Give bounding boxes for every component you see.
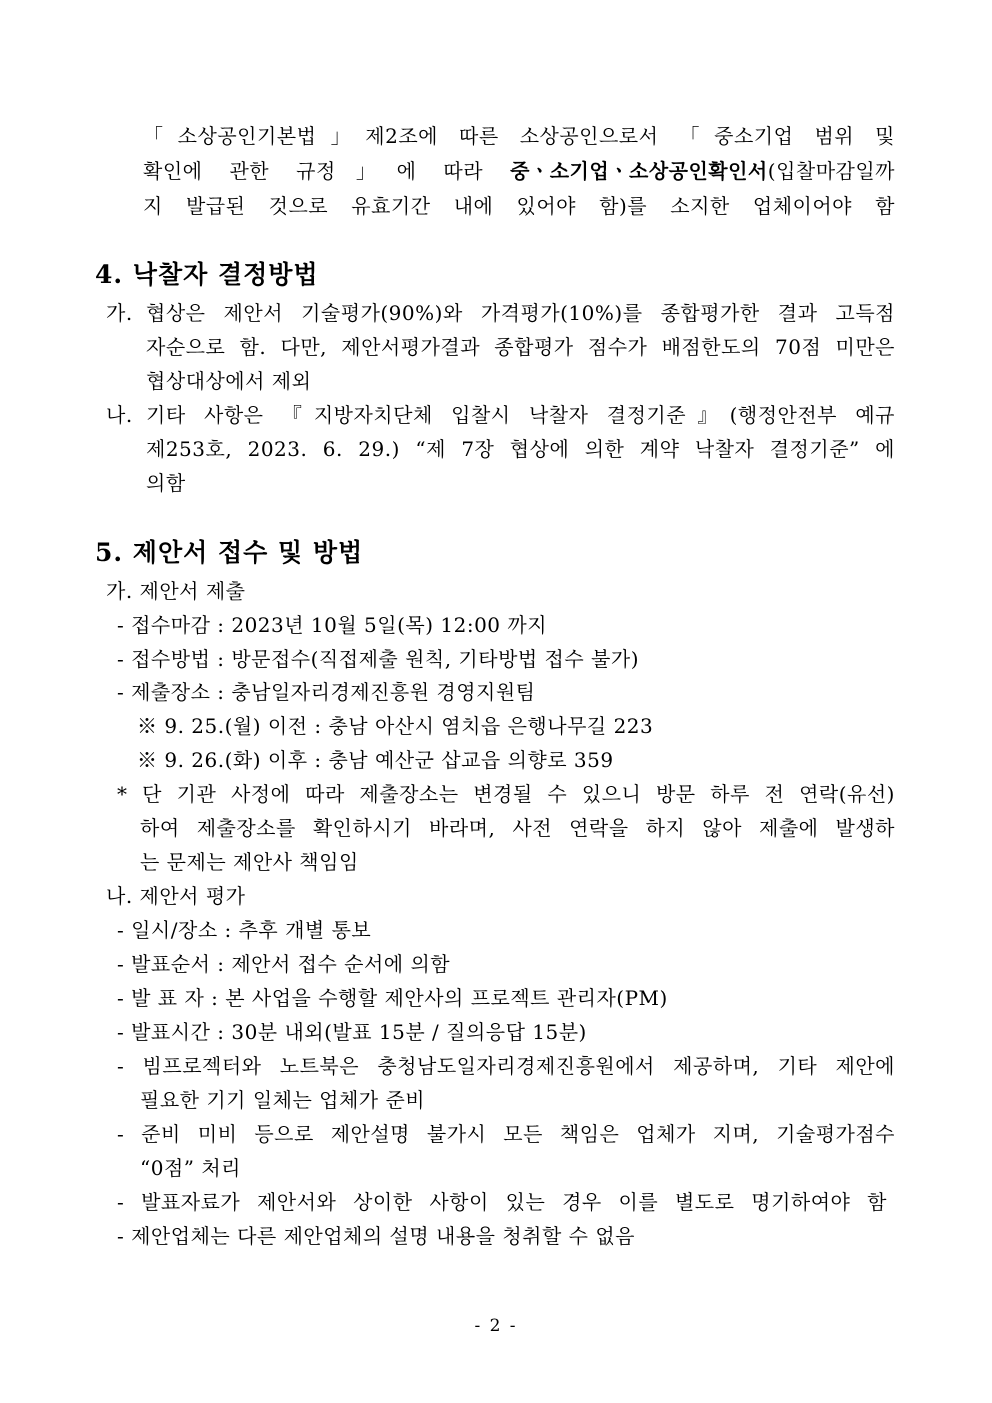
section-5-heading: 5. 제안서 접수 및 방법 — [95, 538, 364, 567]
intro-line-2-suffix: (입찰마감일까 — [767, 159, 895, 183]
method-bullet: - 접수방법 : 방문접수(직접제출 원칙, 기타방법 접수 불가) — [117, 647, 640, 671]
section-5-sub-b-title: 나. 제안서 평가 — [106, 884, 246, 908]
deadline-bullet: - 접수마감 : 2023년 10월 5일(목) 12:00 까지 — [117, 613, 548, 637]
confirmation-certificate-text: 중ㆍ소기업ㆍ소상공인확인서 — [510, 159, 768, 183]
schedule-bullet: - 일시/장소 : 추후 개별 통보 — [117, 918, 372, 942]
section-4-item-b-line-3: 의함 — [146, 471, 186, 495]
materials-bullet: - 발표자료가 제안서와 상이한 사항이 있는 경우 이를 별도로 명기하여야 함 — [117, 1190, 887, 1214]
intro-line-1: 「소상공인기본법」제2조에 따른 소상공인으로서 「중소기업 범위 및 — [143, 124, 895, 148]
equipment-bullet-line-1: - 빔프로젝터와 노트북은 충청남도일자리경제진흥원에서 제공하며, 기타 제안에 — [117, 1054, 895, 1078]
duration-bullet: - 발표시간 : 30분 내외(발표 15분 / 질의응답 15분) — [117, 1020, 587, 1044]
section-4-item-a-line-2: 자순으로 함. 다만, 제안서평가결과 종합평가 점수가 배점한도의 70점 미만은 — [146, 335, 895, 359]
responsibility-bullet-line-2: “0점” 처리 — [140, 1156, 241, 1180]
location-bullet: - 제출장소 : 충남일자리경제진흥원 경영지원팀 — [117, 680, 536, 704]
listening-bullet: - 제안업체는 다른 제안업체의 설명 내용을 청취할 수 없음 — [117, 1224, 635, 1248]
star-note-line-1: * 단 기관 사정에 따라 제출장소는 변경될 수 있으니 방문 하루 전 연락(유선) — [117, 782, 895, 806]
presenter-bullet: - 발 표 자 : 본 사업을 수행할 제안사의 프로젝트 관리자(PM) — [117, 986, 668, 1010]
star-note-line-2: 하여 제출장소를 확인하시기 바라며, 사전 연락을 하지 않아 제출에 발생하 — [140, 816, 895, 840]
intro-line-3: 지 발급된 것으로 유효기간 내에 있어야 함)를 소지한 업체이어야 함 — [143, 194, 895, 218]
location-note-before: ※ 9. 25.(월) 이전 : 충남 아산시 염치읍 은행나무길 223 — [137, 714, 654, 738]
section-4-item-a-line-3: 협상대상에서 제외 — [146, 369, 312, 393]
star-note-line-3: 는 문제는 제안사 책임임 — [140, 850, 359, 874]
section-5-sub-a-title: 가. 제안서 제출 — [106, 579, 246, 603]
order-bullet: - 발표순서 : 제안서 접수 순서에 의함 — [117, 952, 451, 976]
section-4-item-a-line-1: 협상은 제안서 기술평가(90%)와 가격평가(10%)를 종합평가한 결과 고득점 — [146, 301, 895, 325]
responsibility-bullet-line-1: - 준비 미비 등으로 제안설명 불가시 모든 책임은 업체가 지며, 기술평가점수 — [117, 1122, 895, 1146]
section-4-heading: 4. 낙찰자 결정방법 — [95, 260, 319, 289]
intro-line-2 — [143, 156, 895, 186]
section-4-item-b-line-2: 제253호, 2023. 6. 29.) “제 7장 협상에 의한 계약 낙찰자 결정기준” 에 — [146, 437, 895, 461]
page-number: - 2 - — [474, 1316, 518, 1336]
section-4-item-b-marker: 나. — [106, 403, 133, 427]
intro-line-2-prefix: 확인에 관한 규정」에 따라 — [143, 159, 511, 183]
equipment-bullet-line-2: 필요한 기기 일체는 업체가 준비 — [140, 1088, 426, 1112]
section-4-item-a-marker: 가. — [106, 301, 133, 325]
section-4-item-b-line-1: 기타 사항은 『지방자치단체 입찰시 낙찰자 결정기준』(행정안전부 예규 — [146, 403, 895, 427]
location-note-after: ※ 9. 26.(화) 이후 : 충남 예산군 삽교읍 의향로 359 — [137, 748, 614, 772]
